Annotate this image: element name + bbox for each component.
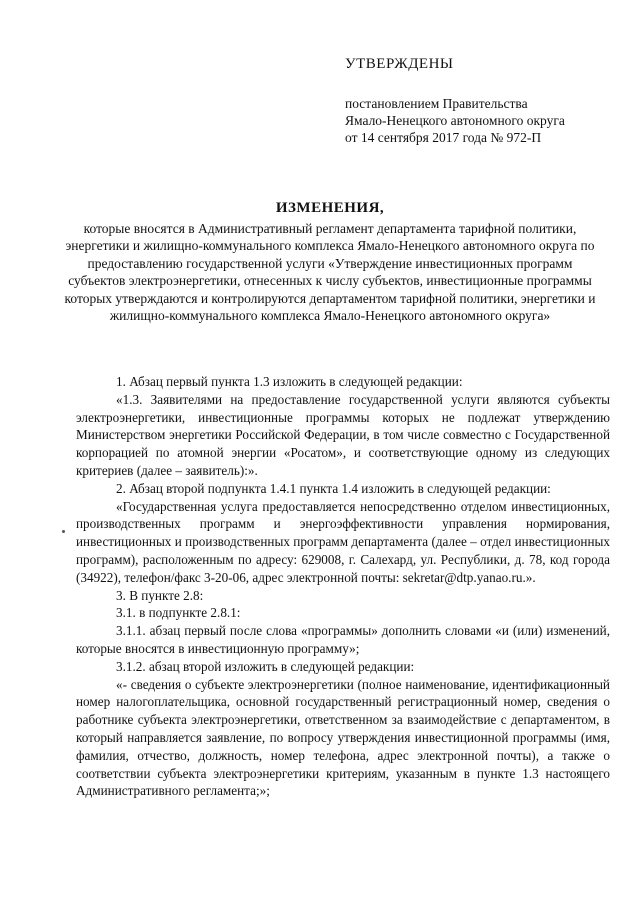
approval-line-1: постановлением Правительства: [345, 96, 528, 111]
paragraph-2: «1.3. Заявителями на предоставление государственной услуги являются субъекты электроэнергетики, инвестиционные программы которых не подлежат утверждению Министерством энергетики Российской Федерации, в том числе совместно с Государственной корпорацией по атомной энергии «Росатом», и соответствующие одному из следующих критериев (далее – заявитель):».: [76, 391, 610, 478]
paragraph-1: 1. Абзац первый пункта 1.3 изложить в следующей редакции:: [116, 374, 463, 389]
paragraph-9: «- сведения о субъекте электроэнергетики (полное наименование, идентификационный номер налогоплательщика, основной государственный регистрационный номер, сведения о работнике субъекта электроэнергетики, ответственном за взаимодействие с департаментом, в который направляется заявление, по вопросу утверждения инвестиционной программы (имя, фамилия, отчество, должность, номер телефона, адрес электронной почты), а также о соответствии субъекта электроэнергетики критериям, указанным в пункте 1.3 настоящего Административного регламента;»;: [76, 676, 610, 799]
paragraph-5: 3. В пункте 2.8:: [116, 587, 204, 603]
document-heading: [60, 200, 600, 325]
document-body: [76, 373, 610, 800]
approval-line-3: от 14 сентября 2017 года № 972-П: [345, 130, 542, 145]
paragraph-6: 3.1. в подпункте 2.8.1:: [116, 605, 241, 621]
approval-line-2: Ямало-Ненецкого автономного округа: [345, 113, 565, 128]
document-title: ИЗМЕНЕНИЯ,: [275, 200, 385, 216]
paragraph-7: 3.1.1. абзац первый после слова «программы» дополнить словами «и (или) изменений, которые вносятся в инвестиционную программу»;: [76, 623, 610, 656]
paragraph-4: «Государственная услуга предоставляется непосредственно отделом инвестиционных, производственных программ и энергоэффективности управления нормирования, инвестиционных и производственных программ департамента (далее – отдел инвестиционных программ), расположенным по адресу: 629008, г. Салехард, ул. Республики, д. 78, код города (34922), телефон/факс 3-20-06, адрес электронной почты: sekretar@dtp.yanao.ru.».: [76, 498, 610, 585]
paragraph-8: 3.1.2. абзац второй изложить в следующей редакции:: [116, 658, 415, 674]
approval-title: УТВЕРЖДЕНЫ: [345, 56, 454, 72]
scan-dot: [62, 530, 65, 533]
document-subtitle: которые вносятся в Административный регламент департамента тарифной политики, энергетики и жилищно-коммунального комплекса Ямало-Ненецкого автономного округа по предоставлению государственной услуги «Утверждение инвестиционных программ субъектов электроэнергетики, отнесенных к числу субъектов, инвестиционные программы которых утверждаются и контролируются департаментом тарифной политики, энергетики и жилищно-коммунального комплекса Ямало-Ненецкого автономного округа»: [64, 220, 596, 323]
approval-block: [345, 56, 605, 146]
paragraph-3: 2. Абзац второй подпункта 1.4.1 пункта 1.4 изложить в следующей редакции:: [116, 480, 551, 496]
